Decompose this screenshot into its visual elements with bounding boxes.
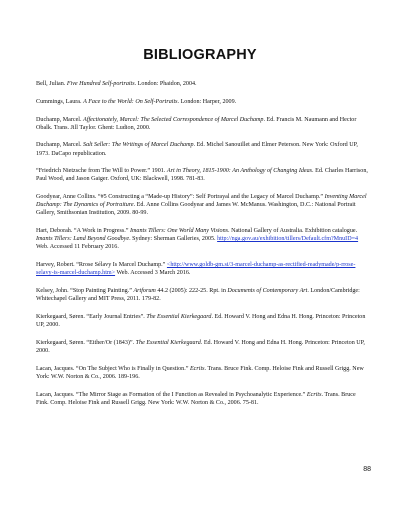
citation-text: Duchamp, Marcel. [36, 116, 84, 123]
citation-text: Cummings, Laura. [36, 98, 84, 105]
citation-text: Web. Accessed 11 February 2016. [36, 244, 119, 251]
bibliography-entry [36, 141, 368, 157]
citation-text: . Ed. Anne Collins Goodyear and James W. McManus. Washington, D.C.: National Portrait Gallery, Smithsonian Institution, 2009. 80-99. [36, 202, 356, 217]
bibliography-entry [36, 261, 368, 277]
citation-title: Ecrits [306, 391, 322, 398]
citation-text: . London/Cambridge: Whitechapel Gallery and MIT Press, 2011. 179-82. [36, 288, 360, 303]
citation-title: Imants Tillers: One World Many Visions [130, 228, 229, 235]
citation-text: Kierkegaard, Søren. “Early Journal Entries”. [36, 313, 147, 320]
citation-text: Hart, Deborah. “A Work in Progress.” [36, 228, 130, 235]
bibliography-entry [36, 339, 368, 355]
citation-text: Harvey, Robert. “Rrose Sélavy Is Marcel Duchamp.” [36, 262, 167, 269]
bibliography-entry [36, 167, 368, 183]
citation-title: Imants Tillers: Land Beyond Goodbye [36, 236, 130, 243]
page-title: BIBLIOGRAPHY [143, 47, 257, 63]
citation-title: Affectionately, Marcel: The Selected Correspondence of Marcel Duchamp [83, 116, 264, 123]
citation-text: “Friedrich Nietzsche from The Will to Power.” 1901. [36, 168, 167, 175]
citation-text: Lacan, Jacques. “The Mirror Stage as Formation of the I Function as Revealed in Psychoanalytic Experience.” [36, 391, 307, 398]
citation-text: Duchamp, Marcel. [36, 142, 84, 149]
citation-text: . Ed. Howard V. Hong and Edna H. Hong. Princeton: Princeton UP, 2000. [36, 339, 365, 354]
citation-title: Salt Seller: The Writings of Marcel Duchamp [83, 142, 194, 149]
citation-text: . National Gallery of Australia. Exhibition catalogue. [228, 228, 358, 235]
bibliography-entry [36, 116, 368, 132]
citation-link[interactable]: http://nga.gov.au/exhibition/tillers/Default.cfm?MnuID=4 [217, 236, 359, 243]
citation-text: Kierkegaard, Søren. “Either/Or (1843)”. [36, 339, 136, 346]
bibliography-entry [36, 391, 368, 407]
citation-title: Art in Theory, 1815-1900: An Anthology of Changing Ideas [166, 168, 313, 175]
citation-text: 44.2 (2005): 222-25. Rpt. in [155, 288, 228, 294]
citation-title: Five Hundred Self-portraits [66, 81, 135, 87]
citation-title: The Essential Kierkegaard [146, 313, 212, 320]
citation-text: . Trans. Bruce Fink. Comp. Heloise Fink and Russell Grigg. New York: W.W. Norton & Co., 2006. 189-196. [36, 365, 364, 380]
bibliography-entry [36, 287, 368, 303]
citation-text: Lacan, Jacques. “On The Subject Who is Finally in Question.” [36, 365, 190, 372]
citation-text: . London: Phaidon, 2004. [134, 81, 197, 87]
bibliography-entry [36, 193, 368, 217]
citation-link[interactable]: <http://www.goldb-gm.si/3-marcel-duchamp-as-rectified-readymade/p-rrose-selavy-is-marcel-duchamp.htm> [36, 262, 356, 277]
bibliography-entry [36, 80, 368, 88]
citation-text: . Sydney: Sherman Galleries, 2005. [129, 236, 218, 243]
bibliography-list [36, 80, 368, 416]
citation-title: A Face to the World: On Self-Portraits [83, 98, 178, 105]
citation-text: Web. Accessed 3 March 2016. [115, 270, 191, 277]
bibliography-entry [36, 365, 368, 381]
citation-title: Artforum [133, 288, 156, 294]
citation-text: . London: Harper, 2009. [177, 98, 237, 105]
page-number: 88 [363, 466, 371, 473]
bibliography-entry [36, 227, 368, 251]
citation-text: . Ed. Michel Sanouillet and Elmer Peterson. New York: Oxford UP, 1973. DaCapo republication. [36, 142, 358, 157]
citation-text: . Ed. Francis M. Naumann and Hector Obalk. Trans. Jill Taylor. Ghent: Ludion, 2000. [36, 116, 357, 131]
citation-title: Documents of Contemporary Art [227, 288, 308, 294]
bibliography-entry [36, 98, 368, 106]
citation-text: . Ed. Howard V. Hong and Edna H. Hong. Princeton: Princeton UP, 2000. [36, 313, 366, 328]
citation-title: Ecrits [189, 365, 205, 372]
bibliography-entry [36, 313, 368, 329]
citation-title: The Essential Kierkegaard [135, 339, 201, 346]
citation-title: Inventing Marcel Duchamp: The Dynamics of Portraiture [36, 194, 367, 209]
citation-text: Goodyear, Anne Collins. “#5 Constructing a “Made-up History”: Self Portrayal and the Legacy of Marcel Duchamp.” [36, 194, 325, 201]
citation-text: . Trans. Bruce Fink. Comp. Heloise Fink and Russell Grigg. New York: W.W. Norton & Co., 2006. 75-81. [36, 391, 356, 406]
citation-text: Bell, Julian. [36, 81, 67, 87]
citation-text: Kelsey, John. “Stop Painting Painting.” [36, 288, 134, 294]
citation-text: . Ed. Charles Harrison, Paul Wood, and Jason Gaiger. Oxford, UK: Blackwell, 1998. 781-83. [36, 168, 368, 183]
